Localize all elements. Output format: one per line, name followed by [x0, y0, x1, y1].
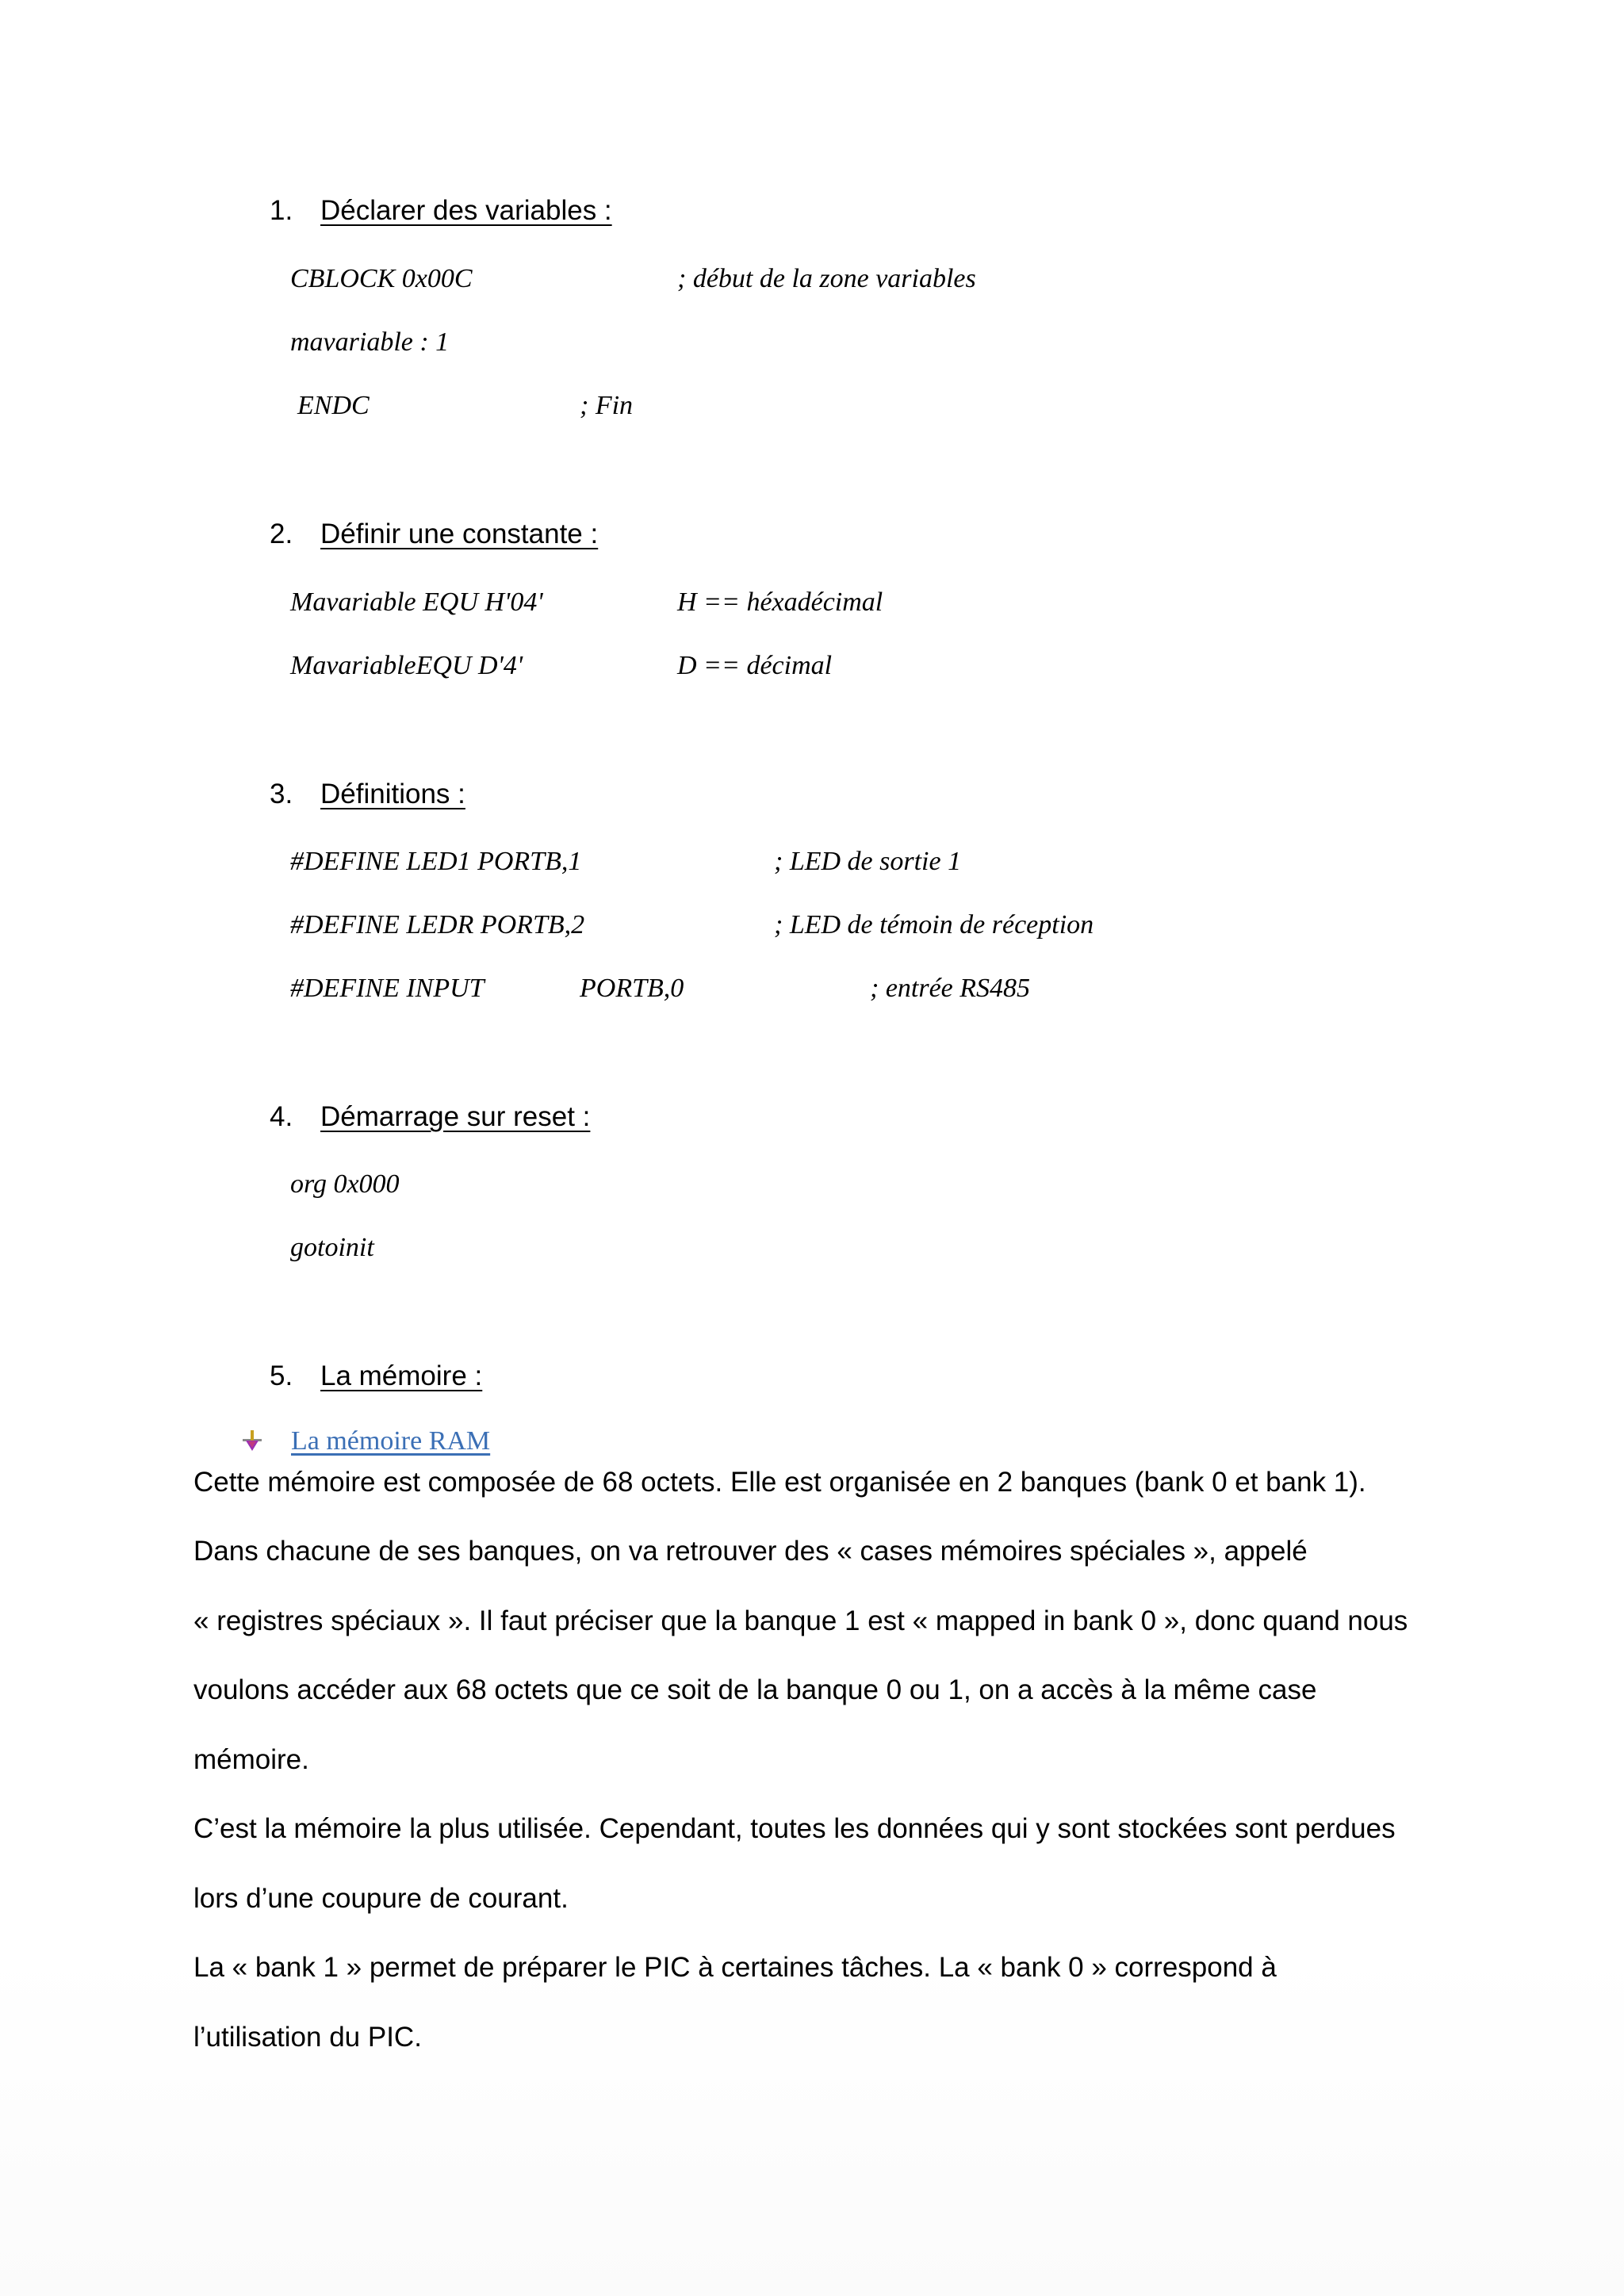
code-line: #DEFINE INPUT: [290, 974, 485, 1003]
code-line: CBLOCK 0x00C: [290, 264, 473, 293]
section-3-heading: [270, 777, 465, 812]
code-line: gotoinit: [290, 1233, 374, 1262]
code-comment: ; LED de sortie 1: [774, 847, 962, 876]
section-number: 2.: [270, 519, 293, 549]
code-line: MavariableEQU D'4': [290, 651, 523, 680]
section-number: 4.: [270, 1101, 293, 1132]
paragraph-line: voulons accéder aux 68 octets que ce soit de la banque 0 ou 1, on a accès à la même case: [193, 1674, 1317, 1705]
code-line: #DEFINE LEDR PORTB,2: [290, 910, 585, 939]
code-comment: H == héxadécimal: [677, 587, 883, 617]
paragraph-line: « registres spéciaux ». Il faut préciser que la banque 1 est « mapped in bank 0 », donc quand nous: [193, 1605, 1408, 1636]
code-operand: PORTB,0: [580, 974, 684, 1003]
section-title: Démarrage sur reset :: [320, 1101, 591, 1132]
section-title: La mémoire :: [320, 1360, 483, 1391]
code-line: #DEFINE LED1 PORTB,1: [290, 847, 582, 876]
section-number: 3.: [270, 779, 293, 809]
code-comment: ; début de la zone variables: [677, 264, 976, 293]
paragraph-line: lors d’une coupure de courant.: [193, 1883, 569, 1914]
code-line: Mavariable EQU H'04': [290, 587, 543, 617]
section-5-heading: [270, 1359, 482, 1394]
section-1-heading: [270, 193, 612, 228]
paragraph-line: Dans chacune de ses banques, on va retrouver des « cases mémoires spéciales », appelé: [193, 1536, 1308, 1567]
code-comment: D == décimal: [677, 651, 833, 680]
code-comment: ; entrée RS485: [870, 974, 1031, 1003]
down-arrow-bullet-icon: [240, 1429, 264, 1453]
code-line: ENDC: [297, 391, 370, 420]
code-line: mavariable : 1: [290, 327, 450, 357]
section-title: Définitions :: [320, 779, 465, 809]
memoire-ram-link[interactable]: La mémoire RAM: [291, 1426, 491, 1456]
section-2-heading: [270, 517, 598, 552]
section-title: Déclarer des variables :: [320, 195, 612, 226]
section-number: 5.: [270, 1360, 293, 1391]
code-comment: ; LED de témoin de réception: [774, 910, 1094, 939]
section-number: 1.: [270, 195, 293, 226]
paragraph-line: La « bank 1 » permet de préparer le PIC à certaines tâches. La « bank 0 » correspond à: [193, 1952, 1277, 1983]
paragraph-line: l’utilisation du PIC.: [193, 2022, 422, 2053]
code-comment: ; Fin: [580, 391, 634, 420]
paragraph-line: C’est la mémoire la plus utilisée. Cependant, toutes les données qui y sont stockées sont perdues: [193, 1813, 1396, 1844]
code-line: org 0x000: [290, 1169, 400, 1199]
paragraph-line: Cette mémoire est composée de 68 octets. Elle est organisée en 2 banques (bank 0 et bank 1).: [193, 1467, 1366, 1498]
paragraph-line: mémoire.: [193, 1744, 309, 1775]
section-4-heading: [270, 1100, 590, 1135]
section-title: Définir une constante :: [320, 519, 599, 549]
